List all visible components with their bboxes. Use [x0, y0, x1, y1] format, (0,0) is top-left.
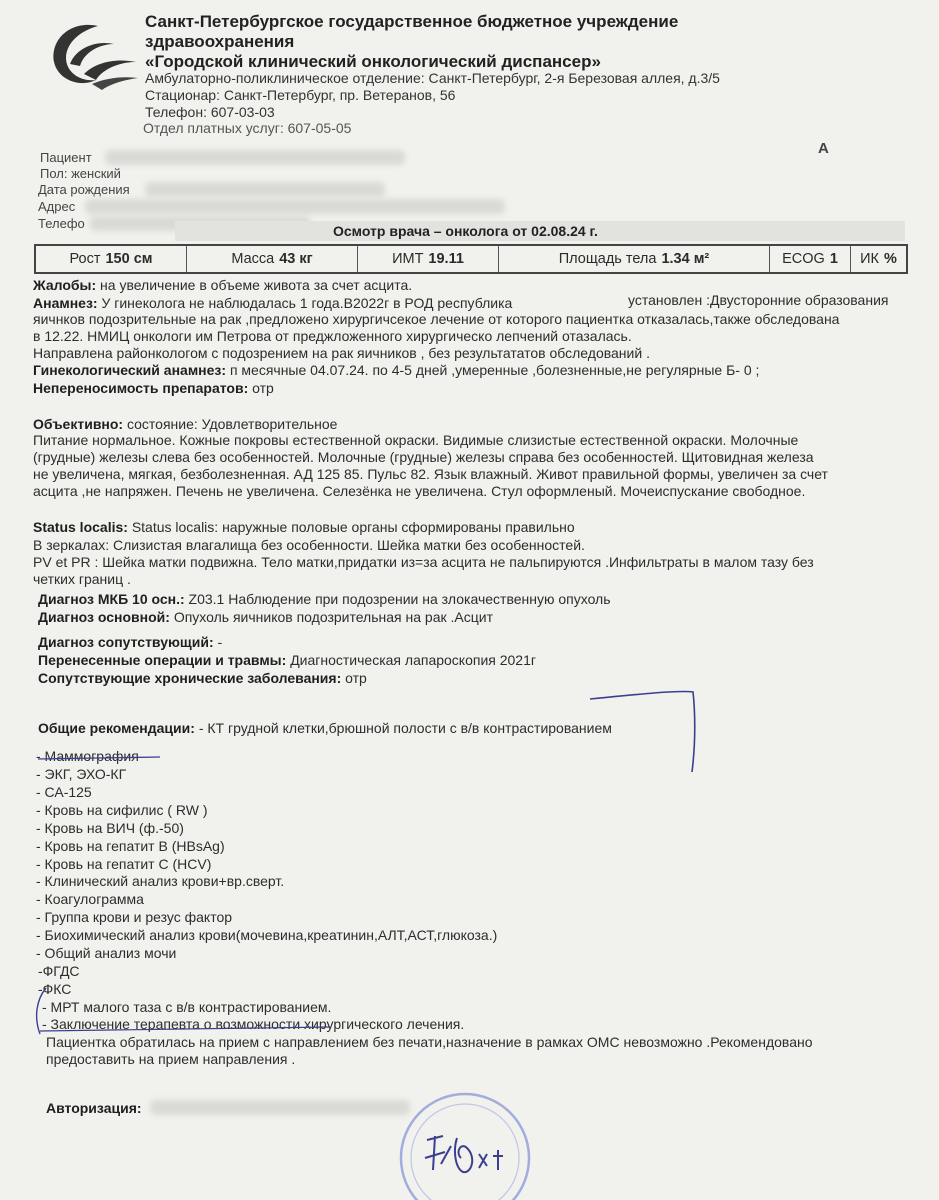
objective-line4: асцита ,не напряжен. Печень не увеличена. Селезёнка не увеличена. Стул оформленый. Мочеиспускание свободное.: [33, 483, 806, 499]
objective-line3: не увеличена, мягкая, безболезненная. АД 125 85. Пульс 82. Язык влажный. Живот правильной формы, увеличен за счет: [33, 466, 828, 482]
recommendation-ct: - КТ грудной клетки,брюшной полости с в/в контрастированием: [198, 720, 612, 736]
status-pv-line2: четких границ .: [33, 571, 131, 587]
recommendation-item: - Кровь на гепатит С (HCV): [36, 856, 212, 872]
recommendation-item: - Коагулограмма: [36, 891, 144, 907]
institution-name-line2: здравоохранения: [145, 32, 295, 51]
diagnosis-mkb-label: Диагноз МКБ 10 осн.:: [38, 591, 185, 607]
note-line1: Пациентка обратилась на прием с направлением без печати,назначение в рамках ОМС невозможно .Рекомендовано: [46, 1034, 813, 1050]
recommendation-item: - СА-125: [36, 784, 92, 800]
complaints-text: на увеличение в объеме живота за счет асцита.: [100, 277, 413, 293]
objective-line1: Питание нормальное. Кожные покровы естественной окраски. Видимые слизистые естественной окраски. Молочные: [33, 432, 799, 448]
exam-title: Осмотр врача – онколога от 02.08.24 г.: [333, 223, 598, 239]
pen-bracket-mark: [590, 691, 695, 772]
objective-state-text: состояние: Удовлетворительное: [126, 416, 338, 432]
recommendation-item: - Кровь на гепатит В (HBsAg): [36, 838, 225, 854]
diagnosis-main-label: Диагноз основной:: [38, 609, 170, 625]
complaints-label: Жалобы:: [33, 277, 97, 293]
height-label: Рост: [69, 251, 101, 267]
status-mirrors: В зеркалах: Слизистая влагалища без особенности. Шейка матки без особенностей.: [33, 537, 585, 553]
bmi-label: ИМТ: [392, 251, 424, 267]
anamnesis-line1-text: У гинеколога не наблюдалась 1 года.В2022г в РОД республика: [101, 295, 513, 311]
recommendation-item: - Маммография: [36, 748, 139, 764]
ik-label: ИК: [860, 251, 879, 267]
patient-label: Пациент: [40, 150, 92, 165]
objective-label: Объективно:: [33, 416, 124, 432]
patient-sex: Пол: женский: [40, 166, 121, 181]
recommendation-item: - Кровь на сифилис ( RW ): [36, 802, 208, 818]
status-label: Status localis:: [33, 519, 128, 535]
height-value: 150 см: [105, 251, 153, 267]
recommendation-item: - Группа крови и резус фактор: [36, 909, 233, 925]
authorization-label: Авторизация:: [46, 1100, 142, 1116]
diagnosis-main-text: Опухоль яичников подозрительная на рак .Асцит: [173, 609, 493, 625]
status-text: Status localis: наружные половые органы сформированы правильно: [131, 519, 575, 535]
diagnosis-concomitant-label: Диагноз сопутствующий:: [38, 634, 214, 650]
ecog-value: 1: [829, 251, 838, 267]
institution-name-line3: «Городской клинический онкологический диспансер»: [145, 52, 601, 71]
chronic-label: Сопутствующие хронические заболевания:: [38, 670, 342, 686]
anamnesis-line3: в 12.22. НМИЦ онкологи им Петрова от преджложенного хирургическо лепчений отазалась.: [33, 328, 632, 344]
pen-left-bracket: [37, 988, 46, 1034]
status-pv-line1: PV et PR : Шейка матки подвижна. Тело матки,придатки из=за асцита не пальпируются .Инфильтраты в малом тазу без: [33, 554, 814, 570]
intolerance-text: отр: [252, 380, 274, 396]
ik-value: %: [883, 251, 897, 267]
signature-scribble: [425, 1136, 503, 1172]
bsa-value: 1.34 м²: [661, 251, 710, 267]
address-hospital: Стационар: Санкт-Петербург, пр. Ветеранов, 56: [145, 87, 456, 103]
bmi-value: 19.11: [428, 251, 464, 267]
pen-strike-mammography: [38, 757, 160, 759]
recommendations-label: Общие рекомендации:: [38, 720, 195, 736]
operations-text: Диагностическая лапароскопия 2021г: [290, 652, 536, 668]
recommendation-item: - Клинический анализ крови+вр.сверт.: [36, 873, 285, 889]
ecog-label: ECOG: [782, 251, 825, 267]
objective-line2: (грудные) железы слева без особенностей. Молочные (грудные) железы справа без особенностей. Щитовидная железа: [33, 449, 814, 465]
intolerance-label: Непереносимость препаратов:: [33, 380, 249, 396]
recommendation-item: - Биохимический анализ крови(мочевина,креатинин,АЛТ,АСТ,глюкоза.): [36, 927, 498, 943]
patient-phone-label: Телефо: [38, 216, 85, 231]
address-outpatient: Амбулаторно-поликлиническое отделение: Санкт-Петербург, 2-я Березовая аллея, д.3/5: [145, 70, 720, 86]
patient-address-label: Адрес: [38, 199, 76, 214]
diagnosis-mkb-text: Z03.1 Наблюдение при подозрении на злокачественную опухоль: [188, 591, 611, 607]
recommendation-item: - ЭКГ, ЭХО-КГ: [36, 766, 127, 782]
institution-name-line1: Санкт-Петербургское государственное бюджетное учреждение: [145, 12, 679, 31]
weight-value: 43 кг: [279, 251, 313, 267]
note-line2: предоставить на прием направления .: [46, 1051, 296, 1067]
bsa-label: Площадь тела: [558, 251, 657, 267]
patient-dob-label: Дата рождения: [38, 182, 130, 197]
diagnosis-concomitant-text: -: [217, 634, 223, 650]
recommendation-item: - МРТ малого таза с в/в контрастированием.: [42, 999, 332, 1015]
gyn-anamnesis-text: п месячные 04.07.24. по 4-5 дней ,умеренные ,болезненные,не регулярные Б- 0 ;: [229, 362, 760, 378]
recommendation-item: - Общий анализ мочи: [36, 945, 177, 961]
phone: Телефон: 607-03-03: [145, 104, 275, 120]
anamnesis-line2: яичнков подозрительные на рак ,предложено хирургичсекое лечение от которого пациентка отказалась,также обследована: [33, 311, 840, 327]
recommendation-item: -ФКС: [38, 981, 72, 997]
chronic-text: отр: [345, 670, 367, 686]
weight-label: Масса: [231, 251, 275, 267]
operations-label: Перенесенные операции и травмы:: [38, 652, 287, 668]
pen-underline-line: [40, 1027, 330, 1031]
anamnesis-line4: Направлена районкологом с подозрением на рак яичников , без результататов обследований .: [33, 345, 650, 361]
gyn-anamnesis-label: Гинекологический анамнез:: [33, 362, 227, 378]
corner-mark: A: [818, 140, 829, 157]
anamnesis-line1b: установлен :Двусторонние образования: [628, 292, 889, 308]
recommendation-item: -ФГДС: [38, 963, 80, 979]
anamnesis-label: Анамнез:: [33, 295, 98, 311]
round-stamp-icon: [395, 1078, 535, 1200]
paid-services-phone: Отдел платных услуг: 607-05-05: [143, 120, 352, 136]
recommendation-item: - Кровь на ВИЧ (ф.-50): [36, 820, 184, 836]
recommendation-item: - Заключение терапевта о возможности хирургического лечения.: [42, 1016, 465, 1032]
